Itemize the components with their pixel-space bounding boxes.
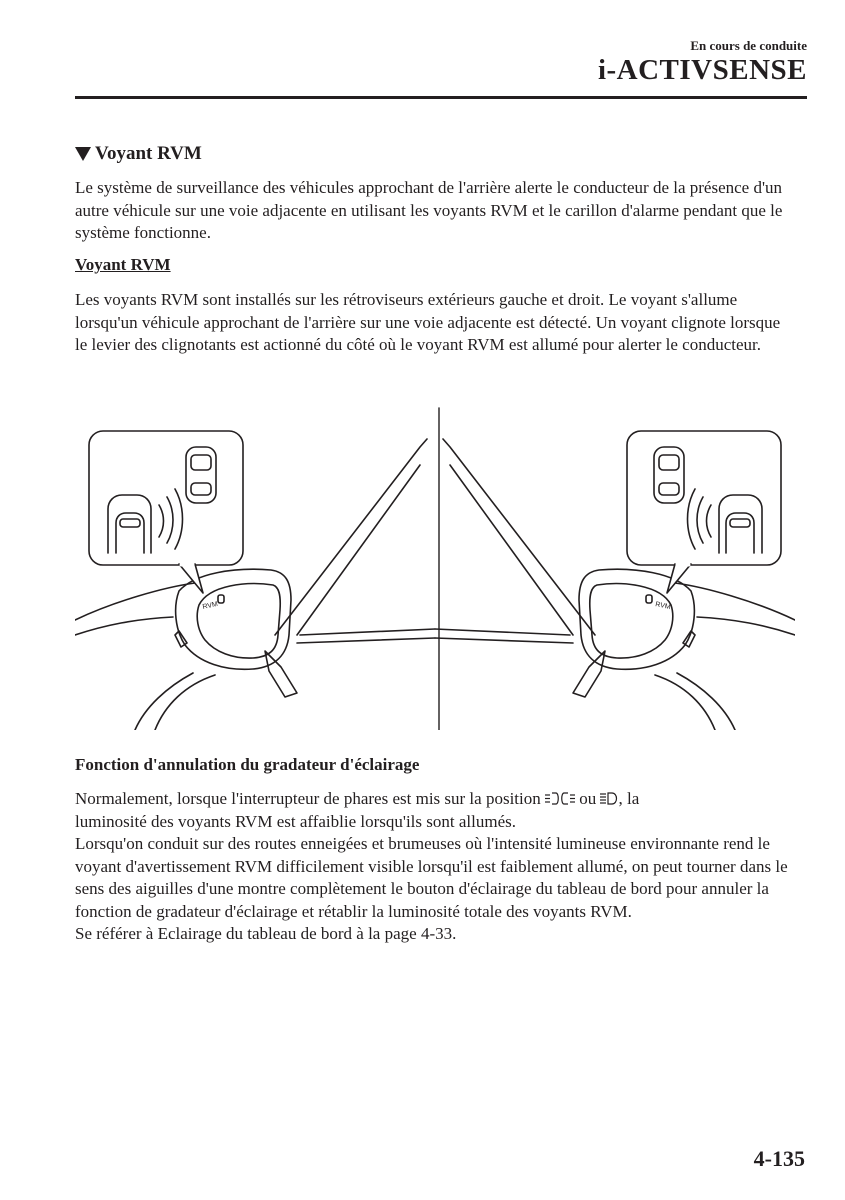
triangle-bullet-icon — [75, 147, 91, 161]
section-intro: Le système de surveillance des véhicules approchant de l'arrière alerte le conducteur de la présence d'un autre véhicule sur une voie adjacente en utilisant les voyants RVM et le carillon d'alarme pendant que le système fonctionne. — [75, 178, 783, 242]
dimmer-text-or: ou — [574, 789, 601, 808]
headlights-icon — [600, 792, 618, 805]
section-heading — [75, 143, 202, 165]
dimmer-text-rest: luminosité des voyants RVM est affaiblie lorsqu'ils sont allumés. Lorsqu'on conduit sur des routes enneigées et brumeuses où l'intensité lumineuse environnante rend le voyant d'avertissement RVM difficilement visible lorsqu'il est faiblement allumé, on peut tourner dans le sens des aiguilles d'une montre complètement le bouton d'éclairage du tableau de bord pour annuler la fonction de gradateur d'éclairage et rétablir la luminosité totale des voyants RVM. Se référer à Eclairage du tableau de bord à la page 4-33. — [75, 811, 788, 943]
subsection-body: Les voyants RVM sont installés sur les rétroviseurs extérieurs gauche et droit. Le voyant s'allume lorsqu'un véhicule approchant de l'arrière sur une voie adjacente est détecté. Un voyant clignote lorsque le levier des clignotants est actionné du côté où le voyant RVM est allumé pour alerter le conducteur. — [75, 290, 781, 354]
header-subtitle: En cours de conduite — [690, 38, 807, 53]
right-mirror-rvm-label: RVM — [654, 601, 672, 612]
position-lights-icon — [545, 792, 575, 805]
dimmer-text-after: , la — [618, 789, 640, 808]
section-title: Voyant RVM — [95, 143, 202, 164]
header-rule — [75, 96, 807, 99]
left-mirror-rvm-label: RVM — [201, 600, 219, 611]
header-title: i-ACTIVSENSE — [597, 54, 807, 86]
subsection-title: Voyant RVM — [75, 255, 171, 274]
dimmer-text-1: Normalement, lorsque l'interrupteur de phares est mis sur la position — [75, 789, 545, 808]
dimmer-title: Fonction d'annulation du gradateur d'éclairage — [75, 755, 420, 774]
rvm-mirrors-illustration — [75, 405, 795, 730]
page-number: 4-135 — [753, 1146, 805, 1171]
dimmer-body — [75, 788, 795, 946]
